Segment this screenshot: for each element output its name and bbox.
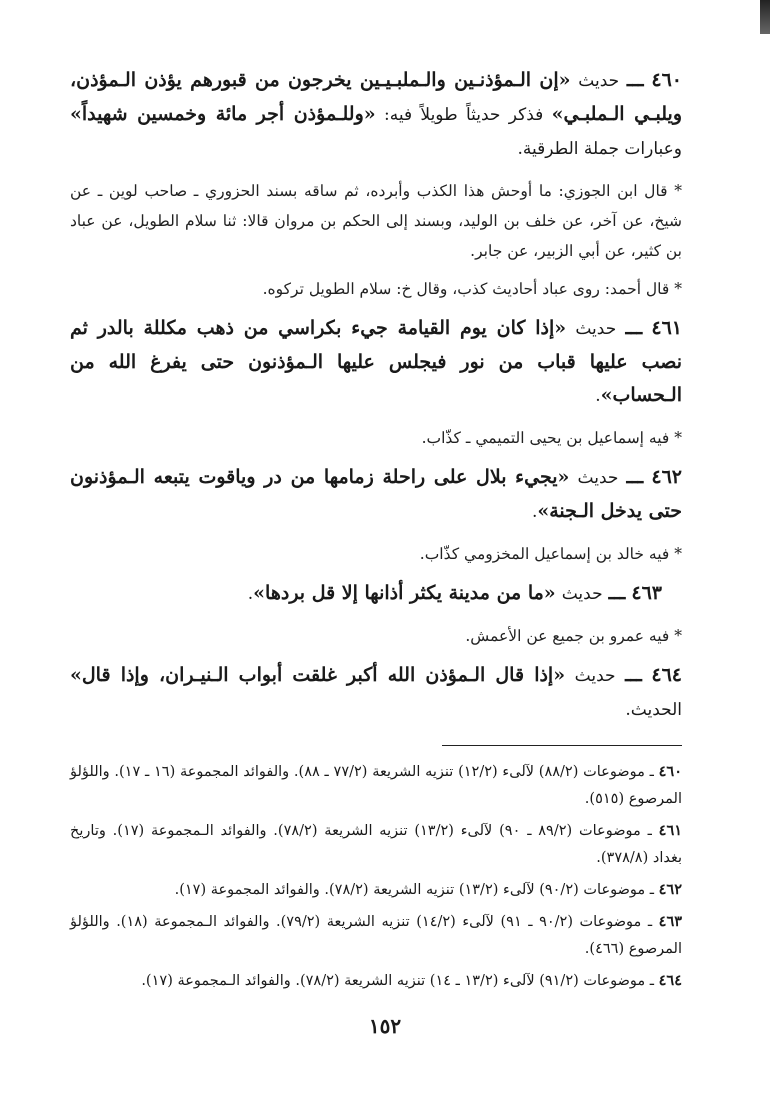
hadith-text-mid: فذكر حديثاً طويلاً فيه: <box>375 105 552 125</box>
footnote-separator <box>442 745 682 746</box>
commentary-note: * فيه خالد بن إسماعيل المخزومي كذّاب. <box>419 545 682 563</box>
hadith-word: حديث <box>575 319 617 339</box>
footnote-462 <box>70 876 682 904</box>
hadith-word: حديث <box>561 584 603 604</box>
entry-number: ٤٦١ <box>651 317 682 339</box>
hadith-word: حديث <box>578 71 620 91</box>
footnote-460 <box>70 758 682 813</box>
entry-dash: ـــ <box>626 466 644 488</box>
hadith-text: «يجيء بلال على راحلة زمامها من در وياقوت يتبعه الـمؤذنون حتى يدخل الـجنة» <box>70 466 682 522</box>
scan-edge-mark <box>760 0 770 34</box>
entry-number: ٤٦٢ <box>651 466 682 488</box>
entry-dash: ـــ <box>608 582 626 604</box>
hadith-entry-460 <box>70 64 682 166</box>
footnote-number: ٤٦٠ <box>658 763 683 780</box>
footnote-461 <box>70 817 682 872</box>
hadith-text: «إذا كان يوم القيامة جيء بكراسي من ذهب مكللة بالدر ثم نصب عليها قباب من نور فيجلس عليها الـمؤذنون حتى يفرغ الله من الـحساب» <box>70 317 682 406</box>
entry-number: ٤٦٣ <box>631 582 662 604</box>
document-page <box>70 64 682 1102</box>
footnote-text: ـ موضوعات (٩٠/٢) لآلىء (١٣/٢) تنزيه الشريعة (٧٨/٢). والفوائد المجموعة (١٧). <box>174 882 659 898</box>
entry-number: ٤٦٤ <box>651 664 683 686</box>
hadith-word: حديث <box>577 468 619 488</box>
hadith-entry-463 <box>70 577 682 611</box>
hadith-text-end: . <box>595 386 601 406</box>
footnote-464 <box>70 967 682 995</box>
hadith-text-end: . <box>247 584 254 604</box>
footnote-number: ٤٦١ <box>658 822 683 839</box>
hadith-entry-464 <box>70 659 682 727</box>
hadith-entry-462 <box>70 461 682 529</box>
hadith-text-2: «وللـمؤذن أجر مائة وخمسين شهيداً» <box>70 103 376 125</box>
commentary-note: * فيه عمرو بن جميع عن الأعمش. <box>465 627 682 645</box>
entry-dash: ـــ <box>626 69 644 91</box>
entry-dash: ـــ <box>625 664 642 686</box>
hadith-text-end: الحديث. <box>625 700 682 720</box>
footnote-text: ـ موضوعات (٩٠/٢ ـ ٩١) لآلىء (١٤/٢) تنزيه الشريعة (٧٩/٢). والفوائد الـمجموعة (١٨). واللؤلؤ المرصوع (٤٦٦). <box>70 914 682 957</box>
commentary-note: * قال أحمد: روى عباد أحاديث كذب، وقال خ: سلام الطويل تركوه. <box>262 280 682 298</box>
commentary-note: * فيه إسماعيل بن يحيى التميمي ـ كذّاب. <box>421 429 682 447</box>
hadith-text: «ما من مدينة يكثر أذانها إلا قل بردها» <box>253 582 556 604</box>
hadith-text: «إن الـمؤذنـين والـملبـيـين يخرجون من قبورهم يؤذن الـمؤذن، ويلبـي الـملبـي» <box>70 69 682 125</box>
hadith-entry-461 <box>70 312 682 413</box>
hadith-text: «إذا قال الـمؤذن الله أكبر غلقت أبواب الـنيـران، وإذا قال» <box>70 664 566 686</box>
hadith-text-end: . <box>531 502 538 522</box>
hadith-word: حديث <box>574 666 616 686</box>
footnote-number: ٤٦٣ <box>658 913 683 930</box>
entry-dash: ـــ <box>625 317 643 339</box>
footnote-text: ـ موضوعات (٨٩/٢ ـ ٩٠) لآلىء (١٣/٢) تنزيه الشريعة (٧٨/٢). والفوائد الـمجموعة (١٧). وتاريخ بغداد (٣٧٨/٨). <box>70 823 682 866</box>
page-number: ١٥٢ <box>368 1014 402 1038</box>
footnote-number: ٤٦٢ <box>658 881 682 898</box>
footnote-number: ٤٦٤ <box>658 972 682 989</box>
footnote-text: ـ موضوعات (٨٨/٢) لآلىء (١٢/٢) تنزيه الشريعة (٧٧/٢ ـ ٨٨). والفوائد المجموعة (١٦ ـ ١٧). واللؤلؤ المرصوع (٥١٥). <box>70 764 682 807</box>
entry-number: ٤٦٠ <box>651 69 683 91</box>
footnote-text: ـ موضوعات (٩١/٢) لآلىء (١٣/٢ ـ ١٤) تنزيه الشريعة (٧٨/٢). والفوائد الـمجموعة (١٧). <box>141 973 659 989</box>
commentary-note: * قال ابن الجوزي: ما أوحش هذا الكذب وأبرده، ثم ساقه بسند الحزوري ـ صاحب لوين ـ عن شيخ، عن آخر، عن خلف بن الوليد، وبسند إلى الحكم بن مروان قالا: ثنا سلام الطويل، عن عباد بن كثير، عن أبي الزبير، عن جابر. <box>70 182 682 260</box>
hadith-text-end: وعبارات جملة الطرقية. <box>517 139 682 159</box>
footnote-463 <box>70 908 682 963</box>
